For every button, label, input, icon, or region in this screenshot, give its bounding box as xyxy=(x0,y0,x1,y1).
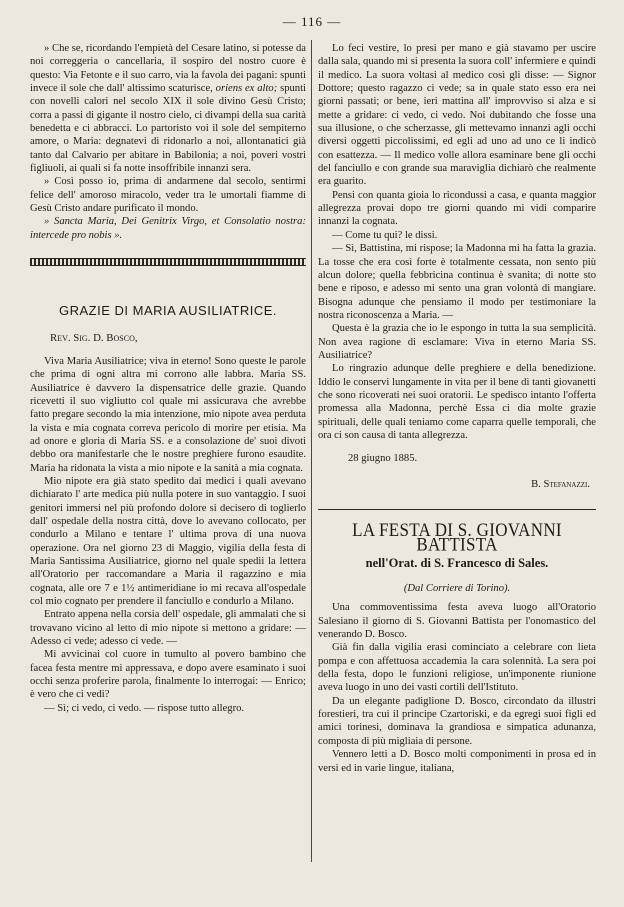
letter-paragraph: — Sì; ci vedo, ci vedo. — rispose tutto allegro. xyxy=(44,702,245,714)
article-paragraph: Da un elegante padiglione D. Bosco, circondato da illustri forestieri, tra cui il principe Czartoriski, e da egregi suoi figli ed amici torinesi, dominava la grandiosa e simpatica adunanza, composta di più migliaia di persone. xyxy=(318,695,596,747)
letter-paragraph: Entrato appena nella corsia dell' ospedale, gli ammalati che si trovavano vicino al letto di mio nipote si mettono a gridare: — Adesso ci vede; adesso ci vede. — xyxy=(30,609,306,648)
letter-signature: B. Stefanazzi. xyxy=(531,478,590,490)
prayer-paragraph: » Così posso io, prima di andarmene dal secolo, sentirmi felice dell' amoroso miracolo, veder tra le umortali fiamme di Gesù Cristo andare purificato il mondo. xyxy=(30,176,306,215)
article-paragraph: Una commoventissima festa aveva luogo all'Oratorio Salesiano il giorno di S. Giovanni Battista per l'onomastico del venerando D. Bosco. xyxy=(318,602,596,641)
page-number: — 116 — xyxy=(282,14,342,29)
prayer-latin-phrase: oriens ex alto; xyxy=(215,83,278,95)
prayer-text: » Che se, ricordando l'empietà del Cesare latino, si potesse da noi correggeria o cancellaria, il sospiro del nostro cuore è questo: Via Fetonte e il suo carro, via la favola dei pagani: spunti invece il sole che dall' altissimo scaturisce, xyxy=(30,43,306,95)
left-column xyxy=(30,42,306,715)
source-prefix: (Dal xyxy=(403,583,424,595)
prayer-paragraph xyxy=(30,42,306,175)
letter-date: 28 giugno 1885. xyxy=(348,453,418,465)
prayer-invocation: » Sancta Maria, Dei Genitrix Virgo, et Consolatio nostra: intercede pro nobis ». xyxy=(30,216,306,241)
ornamental-divider xyxy=(30,258,306,266)
section-rule xyxy=(318,509,596,510)
article-subtitle: nell'Orat. di S. Francesco di Sales. xyxy=(365,555,549,570)
article-paragraph: Vennero letti a D. Bosco molti componimenti in prosa ed in versi ed in varie lingue, italiana, xyxy=(318,749,596,774)
letter-salutation: Rev. Sig. D. Bosco, xyxy=(50,331,138,344)
prayer-text-end: spunti con novelli calori nel secolo XIX il sole divino Gesù Cristo; corra a passi di gigante il nostro cielo, ci divampi della sua carità benedetta e ci abbracci. Lo partoristo voi il sole del sempiterno amore, o Maria: degnatevi di ridonarlo a noi, allontanatici già tanto dal Calvario per abitare in Babilonia; a noi, poveri vostri figliuoli, ai quali si fa notte insoffribile innanzi sera. xyxy=(30,83,306,175)
letter-paragraph: Pensi con quanta gioia lo ricondussi a casa, e quanta maggior allegrezza provai dopo tre giorni quando mi vidi comparire innanzi la cognata. xyxy=(318,189,596,228)
article-title: LA FESTA DI S. GIOVANNI BATTISTA xyxy=(352,519,562,556)
source-name: Corriere di Torino xyxy=(425,583,504,595)
column-divider xyxy=(311,40,312,862)
source-suffix: ). xyxy=(504,583,511,595)
article-source xyxy=(318,582,596,595)
letter-paragraph: Mio nipote era già stato spedito dai medici i quali avevano dichiarato l' arte medica più nulla potere in suo vantaggio. I suoi genitori immersi nel più profondo dolore si decisero di toglierlo dall' ospedale della nostra città, dove lo avevano collocato, per condurlo a Milano e tentare l' ultima prova di una nuova operazione. Ora nel giorno 23 di Maggio, vigilia della festa di Maria Santissima Ausiliatrice, giorno nel quale spedii la lettera all'Oratorio per raccomandare a Maria il ragazzino e mia cognata, alle ore 7 e 1½ antimeridiane io mi recava all'ospedale col mio cognato per prendere il fanciullo e condurlo a Milano. xyxy=(30,475,306,608)
letter-paragraph: Lo ringrazio adunque delle preghiere e della benedizione. Iddio le conservi lungamente in vita per il bene di tanti giovanetti che sono ricoverati nei suoi oratorii. Le spedisco intanto l'offerta promessa alla Madonna, perchè Essa ci dia molte grazie spirituali, delle quali teniamo come caparra quelle temporali, che ora ci son causa di tanta allegrezza. xyxy=(318,363,596,441)
article-paragraph: Già fin dalla vigilia erasi cominciato a celebrare con lieta pompa e con affettuosa accademia la cara solennità. La sera poi della festa, dopo le funzioni religiose, un'imponente riunione aveva luogo in uno dei vasti cortili dell'Istituto. xyxy=(318,642,596,694)
letter-paragraph: Viva Maria Ausiliatrice; viva in eterno! Sono queste le parole che prima di ogni altra mi corrono alle labbra. Maria SS. Ausiliatrice è davvero la dispensatrice delle grazie. Quando ricevetti il suo vigliutto col quale mi assicurava che avrebbe fatto pregare secondo la mia intenzione, mio nipote avea perduta la vista e mia cognata correva pericolo di morire per etisia. Ma ad onore e gloria di Maria SS. e a consolazione de' suoi divoti debbo ora manifestarle che le nostre preghiere furono esaudite. Maria ha ridonata la vista a mio nipote e la sanità a mia cognata. xyxy=(30,355,306,474)
right-column xyxy=(318,42,596,775)
article-title: GRAZIE DI MARIA AUSILIATRICE. xyxy=(59,303,277,319)
letter-paragraph: — Sì, Battistina, mi rispose; la Madonna mi ha fatta la grazia. La tosse che era così forte è totalmente cessata, non sento più alcun dolore; quella febbricina continua è svanita; di notte sto bene e riposo, e adesso mi sento una gran volontà di mangiare. Bisogna adunque che pensiamo il modo per testimoniare la nostra riconoscenza a Maria. — xyxy=(318,243,596,321)
letter-paragraph: Questa è la grazia che io le espongo in tutta la sua semplicità. Non avea ragione di esclamare: Viva in eterno Maria SS. Ausiliatrice? xyxy=(318,323,596,361)
letter-paragraph: — Come tu qui? le dissi. xyxy=(332,229,438,241)
letter-paragraph: Mi avvicinai col cuore in tumulto al povero bambino che facea festa mentre mi appressava, e dopo avere esaminato i suoi occhi senza proferire parola, finalmente lo interrogai: — Enrico; è vero che ci vedi? xyxy=(30,649,306,701)
letter-paragraph: Lo feci vestire, lo presi per mano e già stavamo per uscire dalla sala, quando mi si presenta la suora coll' infermiere e quindi il medico. La suora voltasi al medico così gli disse: — Signor Dottore; questo ragazzo ci vede; sa in quale stato esso era nei giorni passati; or bene, ieri mattina all' improvviso si alza e si mette a gridare: ci vedo, ci vedo. Noi dubitando che fosse una sua illusione, o che scherzasse, gli mettevamo innanzi agli occhi diversi oggetti piccolissimi, ed egli ad uno ad uno ce li indicò con esattezza. — Il medico volle allora esaminare bene gli occhi del fanciullo e con grande sua maraviglia dichiarò che realmente era guarito. xyxy=(318,43,596,188)
